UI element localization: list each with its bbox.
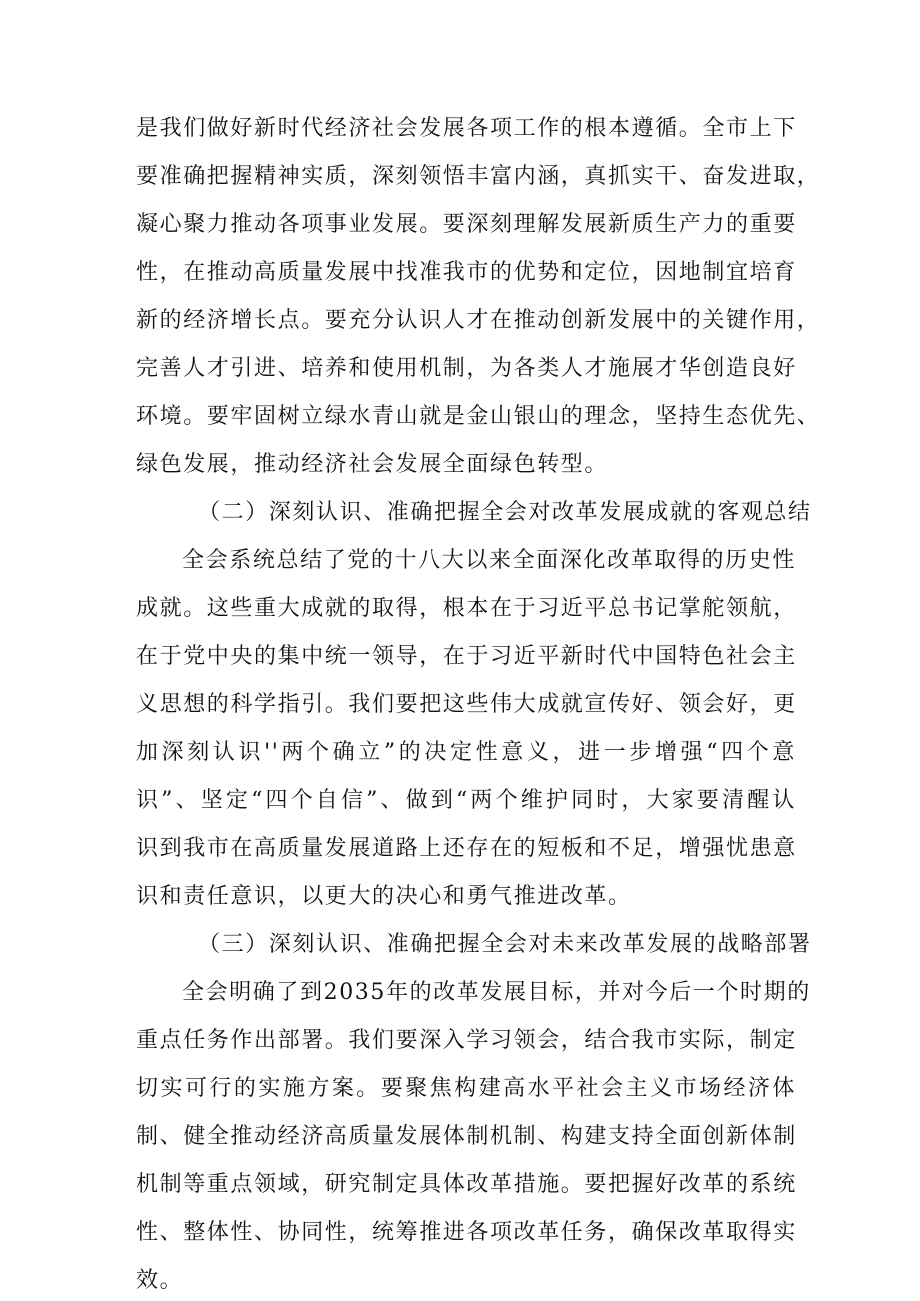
text-line: 性，在推动高质量发展中找准我市的优势和定位，因地制宜培育 — [136, 260, 797, 285]
text-line: 要准确把握精神实质，深刻领悟丰富内涵，真抓实干、奋发进取， — [136, 164, 821, 189]
text-line: 效。 — [136, 1268, 184, 1293]
section-heading: （三）深刻认识、准确把握全会对未来改革发展的战略部署 — [198, 932, 812, 957]
text-line: 凝心聚力推动各项事业发展。要深刻理解发展新质生产力的重要 — [136, 212, 797, 237]
text-line: 全会明确了到2035年的改革发展目标，并对今后一个时期的 — [182, 980, 811, 1005]
text-line: 新的经济增长点。要充分认识人才在推动创新发展中的关键作用， — [136, 308, 821, 333]
text-line: 全会系统总结了党的十八大以来全面深化改革取得的历史性 — [182, 548, 796, 573]
text-line: 识到我市在高质量发展道路上还存在的短板和不足，增强忧患意 — [136, 836, 797, 861]
text-line: 制、健全推动经济高质量发展体制机制、构建支持全面创新体制 — [136, 1124, 797, 1149]
text-line: 切实可行的实施方案。要聚焦构建高水平社会主义市场经济体 — [136, 1076, 796, 1101]
text-line: 义思想的科学指引。我们要把这些伟大成就宣传好、领会好，更 — [136, 692, 797, 717]
section-heading: （二）深刻认识、准确把握全会对改革发展成就的客观总结 — [198, 500, 812, 525]
text-line: 机制等重点领域，研究制定具体改革措施。要把握好改革的系统 — [136, 1172, 797, 1197]
text-line: 加深刻认识''两个确立”的决定性意义，进一步增强“四个意 — [136, 740, 796, 765]
text-line: 成就。这些重大成就的取得，根本在于习近平总书记掌舵领航， — [136, 596, 797, 621]
text-line: 识”、坚定“四个自信”、做到“两个维护同时，大家要清醒认 — [136, 788, 796, 813]
text-line: 性、整体性、协同性，统筹推进各项改革任务，确保改革取得实 — [136, 1220, 797, 1245]
text-line: 重点任务作出部署。我们要深入学习领会，结合我市实际，制定 — [136, 1028, 797, 1053]
text-line: 绿色发展，推动经济社会发展全面绿色转型。 — [136, 452, 609, 477]
text-line: 环境。要牢固树立绿水青山就是金山银山的理念，坚持生态优先、 — [136, 404, 821, 429]
text-line: 完善人才引进、培养和使用机制，为各类人才施展才华创造良好 — [136, 356, 797, 381]
text-line: 在于党中央的集中统一领导，在于习近平新时代中国特色社会主 — [136, 644, 797, 669]
text-line: 是我们做好新时代经济社会发展各项工作的根本遵循。全市上下 — [136, 116, 797, 141]
text-line: 识和责任意识，以更大的决心和勇气推进改革。 — [136, 884, 632, 909]
